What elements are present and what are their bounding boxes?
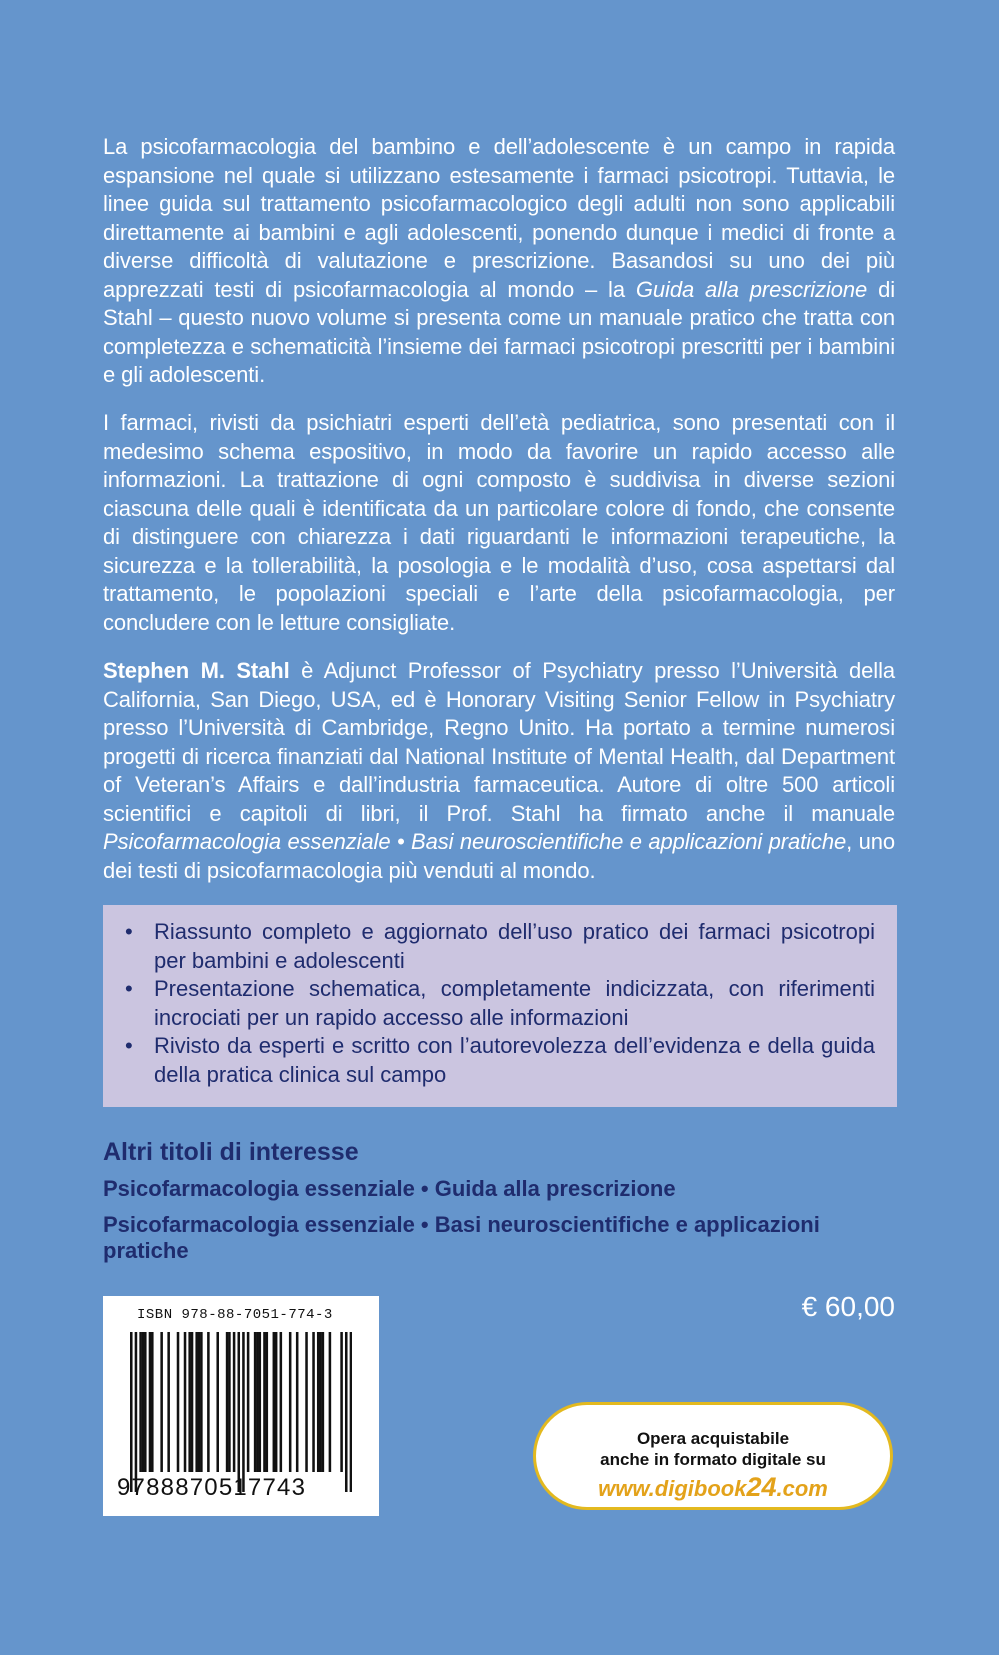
bullet-icon: • <box>125 976 133 1001</box>
barcode-bar <box>340 1332 343 1472</box>
barcode-bar <box>273 1332 276 1472</box>
feature-text: Riassunto completo e aggiornato dell’uso pratico dei farmaci psicotropi per bambini e adolescenti <box>154 919 875 973</box>
bullet-icon: • <box>125 919 133 944</box>
barcode-bar <box>237 1332 240 1492</box>
barcode-bar <box>317 1332 320 1472</box>
related-title-2: Psicofarmacologia essenziale • Basi neuroscientifiche e applicazioni pratiche <box>103 1212 820 1263</box>
author-bio-text-c: , uno dei testi di psicofarmacologia più venduti al mondo. <box>103 829 895 883</box>
barcode-bar <box>254 1332 257 1472</box>
barcode-bar <box>226 1332 229 1472</box>
isbn-barcode <box>103 1296 379 1516</box>
digibook-url-c: .com <box>776 1476 828 1501</box>
description-paragraph-1 <box>103 133 895 390</box>
barcode-bar <box>350 1332 352 1492</box>
digital-edition-badge <box>533 1402 893 1510</box>
barcode-bar <box>149 1332 152 1472</box>
features-box <box>103 905 897 1107</box>
barcode-bar <box>345 1332 348 1492</box>
barcode-bar <box>329 1332 332 1472</box>
barcode-bar <box>256 1332 259 1472</box>
digibook-url <box>536 1472 890 1503</box>
para1-text-a: La psicofarmacologia del bambino e dell’adolescente è un campo in rapida espansione nel quale si utilizzano estesamente i farmaci psicotropi. Tuttavia, le linee guida sul trattamento psicofarmacologico degli adulti non sono applicabili direttamente ai bambini e agli adolescenti, ponendo dunque i medici di fronte a diverse difficoltà di valutazione e prescrizione. Basandosi su uno dei più apprezzati testi di psicofarmacologia al mondo – la <box>103 134 895 302</box>
price-label: € 60,00 <box>801 1291 895 1322</box>
barcode-bar <box>312 1332 315 1472</box>
barcode-digits: 9788870517743 <box>117 1474 307 1501</box>
barcode-bar <box>266 1332 269 1472</box>
feature-text: Presentazione schematica, completamente indicizzata, con riferimenti incrociati per un rapido accesso alle informazioni <box>154 976 875 1030</box>
author-name: Stephen M. Stahl <box>103 658 290 683</box>
digibook-url-a: www.digibook <box>598 1476 747 1501</box>
barcode-bar <box>216 1332 219 1472</box>
description-paragraph-2 <box>103 409 895 637</box>
author-bio-paragraph <box>103 657 895 885</box>
barcode-bar <box>280 1332 283 1472</box>
barcode-bar <box>305 1332 308 1472</box>
author-bio-book-title: Psicofarmacologia essenziale • Basi neuroscientifiche e applicazioni pratiche <box>103 829 847 854</box>
para1-text-c: di Stahl – questo nuovo volume si presenta come un manuale pratico che tratta con completezza e schematicità l’insieme dei farmaci psicotropi prescritti per i bambini e gli adolescenti. <box>103 276 896 387</box>
barcode-bar <box>135 1332 138 1492</box>
related-title-1: Psicofarmacologia essenziale • Guida alla prescrizione <box>103 1176 676 1201</box>
barcode-bar <box>167 1332 170 1472</box>
digibook-url-b: 24 <box>746 1472 777 1502</box>
barcode-bar <box>130 1332 133 1492</box>
barcode-bar <box>177 1332 180 1472</box>
barcode-bar <box>160 1332 163 1472</box>
bullet-icon: • <box>125 1033 133 1058</box>
barcode-bar <box>289 1332 292 1472</box>
features-list <box>103 905 897 1089</box>
barcode-bar <box>191 1332 194 1472</box>
badge-line-2: anche in formato digitale su <box>600 1450 826 1469</box>
barcode-bar <box>322 1332 325 1472</box>
barcode-bar <box>247 1332 250 1472</box>
feature-item <box>125 918 875 975</box>
barcode-bar <box>188 1332 191 1472</box>
barcode-bar <box>275 1332 278 1472</box>
badge-line-1: Opera acquistabile <box>636 1429 790 1448</box>
barcode-bar <box>184 1332 187 1472</box>
author-bio-text-a: è Adjunct Professor of Psychiatry presso l’Università della California, San Diego, USA, ed è Honorary Visiting Senior Fellow in Psychiatry presso l’Università di Cambridge, Regno Unito. Ha portato a termine numerosi progetti di ricerca finanziati dal National Institute of Mental Health, dal Department of Veteran’s Affairs e dall’industria farmaceutica. Autore di oltre 500 articoli scientifici e capitoli di libri, il Prof. Stahl ha firmato anche il manuale <box>103 658 895 826</box>
barcode-bar <box>233 1332 236 1472</box>
barcode-bar <box>228 1332 231 1472</box>
barcode-bar <box>242 1332 245 1492</box>
isbn-label: ISBN 978-88-7051-774-3 <box>137 1307 333 1323</box>
barcode-bar <box>200 1332 203 1472</box>
feature-item <box>125 975 875 1032</box>
barcode-bar <box>151 1332 154 1472</box>
barcode-bar <box>142 1332 145 1472</box>
para1-title-guida: Guida alla prescrizione <box>635 276 868 302</box>
barcode-bar <box>144 1332 147 1472</box>
barcode-bar <box>319 1332 322 1472</box>
barcode-bar <box>263 1332 266 1472</box>
related-titles-heading: Altri titoli di interesse <box>103 1138 359 1166</box>
barcode-bar <box>259 1332 262 1472</box>
feature-text: Rivisto da esperti e scritto con l’autorevolezza dell’evidenza e della guida della pratica clinica sul campo <box>154 1033 875 1087</box>
barcode-bar <box>296 1332 299 1472</box>
feature-item <box>125 1032 875 1089</box>
barcode-bar <box>207 1332 210 1472</box>
barcode-bar <box>195 1332 198 1472</box>
barcode-bar <box>198 1332 201 1472</box>
barcode-bar <box>139 1332 142 1472</box>
para2-text: I farmaci, rivisti da psichiatri esperti dell’età pediatrica, sono presentati con il medesimo schema espositivo, in modo da favorire un rapido accesso alle informazioni. La trattazione di ogni composto è suddivisa in diverse sezioni ciascuna delle quali è identificata da un particolare colore di fondo, che consente di distinguere con chiarezza i dati riguardanti le informazioni terapeutiche, la sicurezza e la tollerabilità, la posologia e le modalità d’uso, cosa aspettarsi dal trattamento, le popolazioni speciali e l’arte della psicofarmacologia, per concludere con le letture consigliate. <box>103 410 895 635</box>
